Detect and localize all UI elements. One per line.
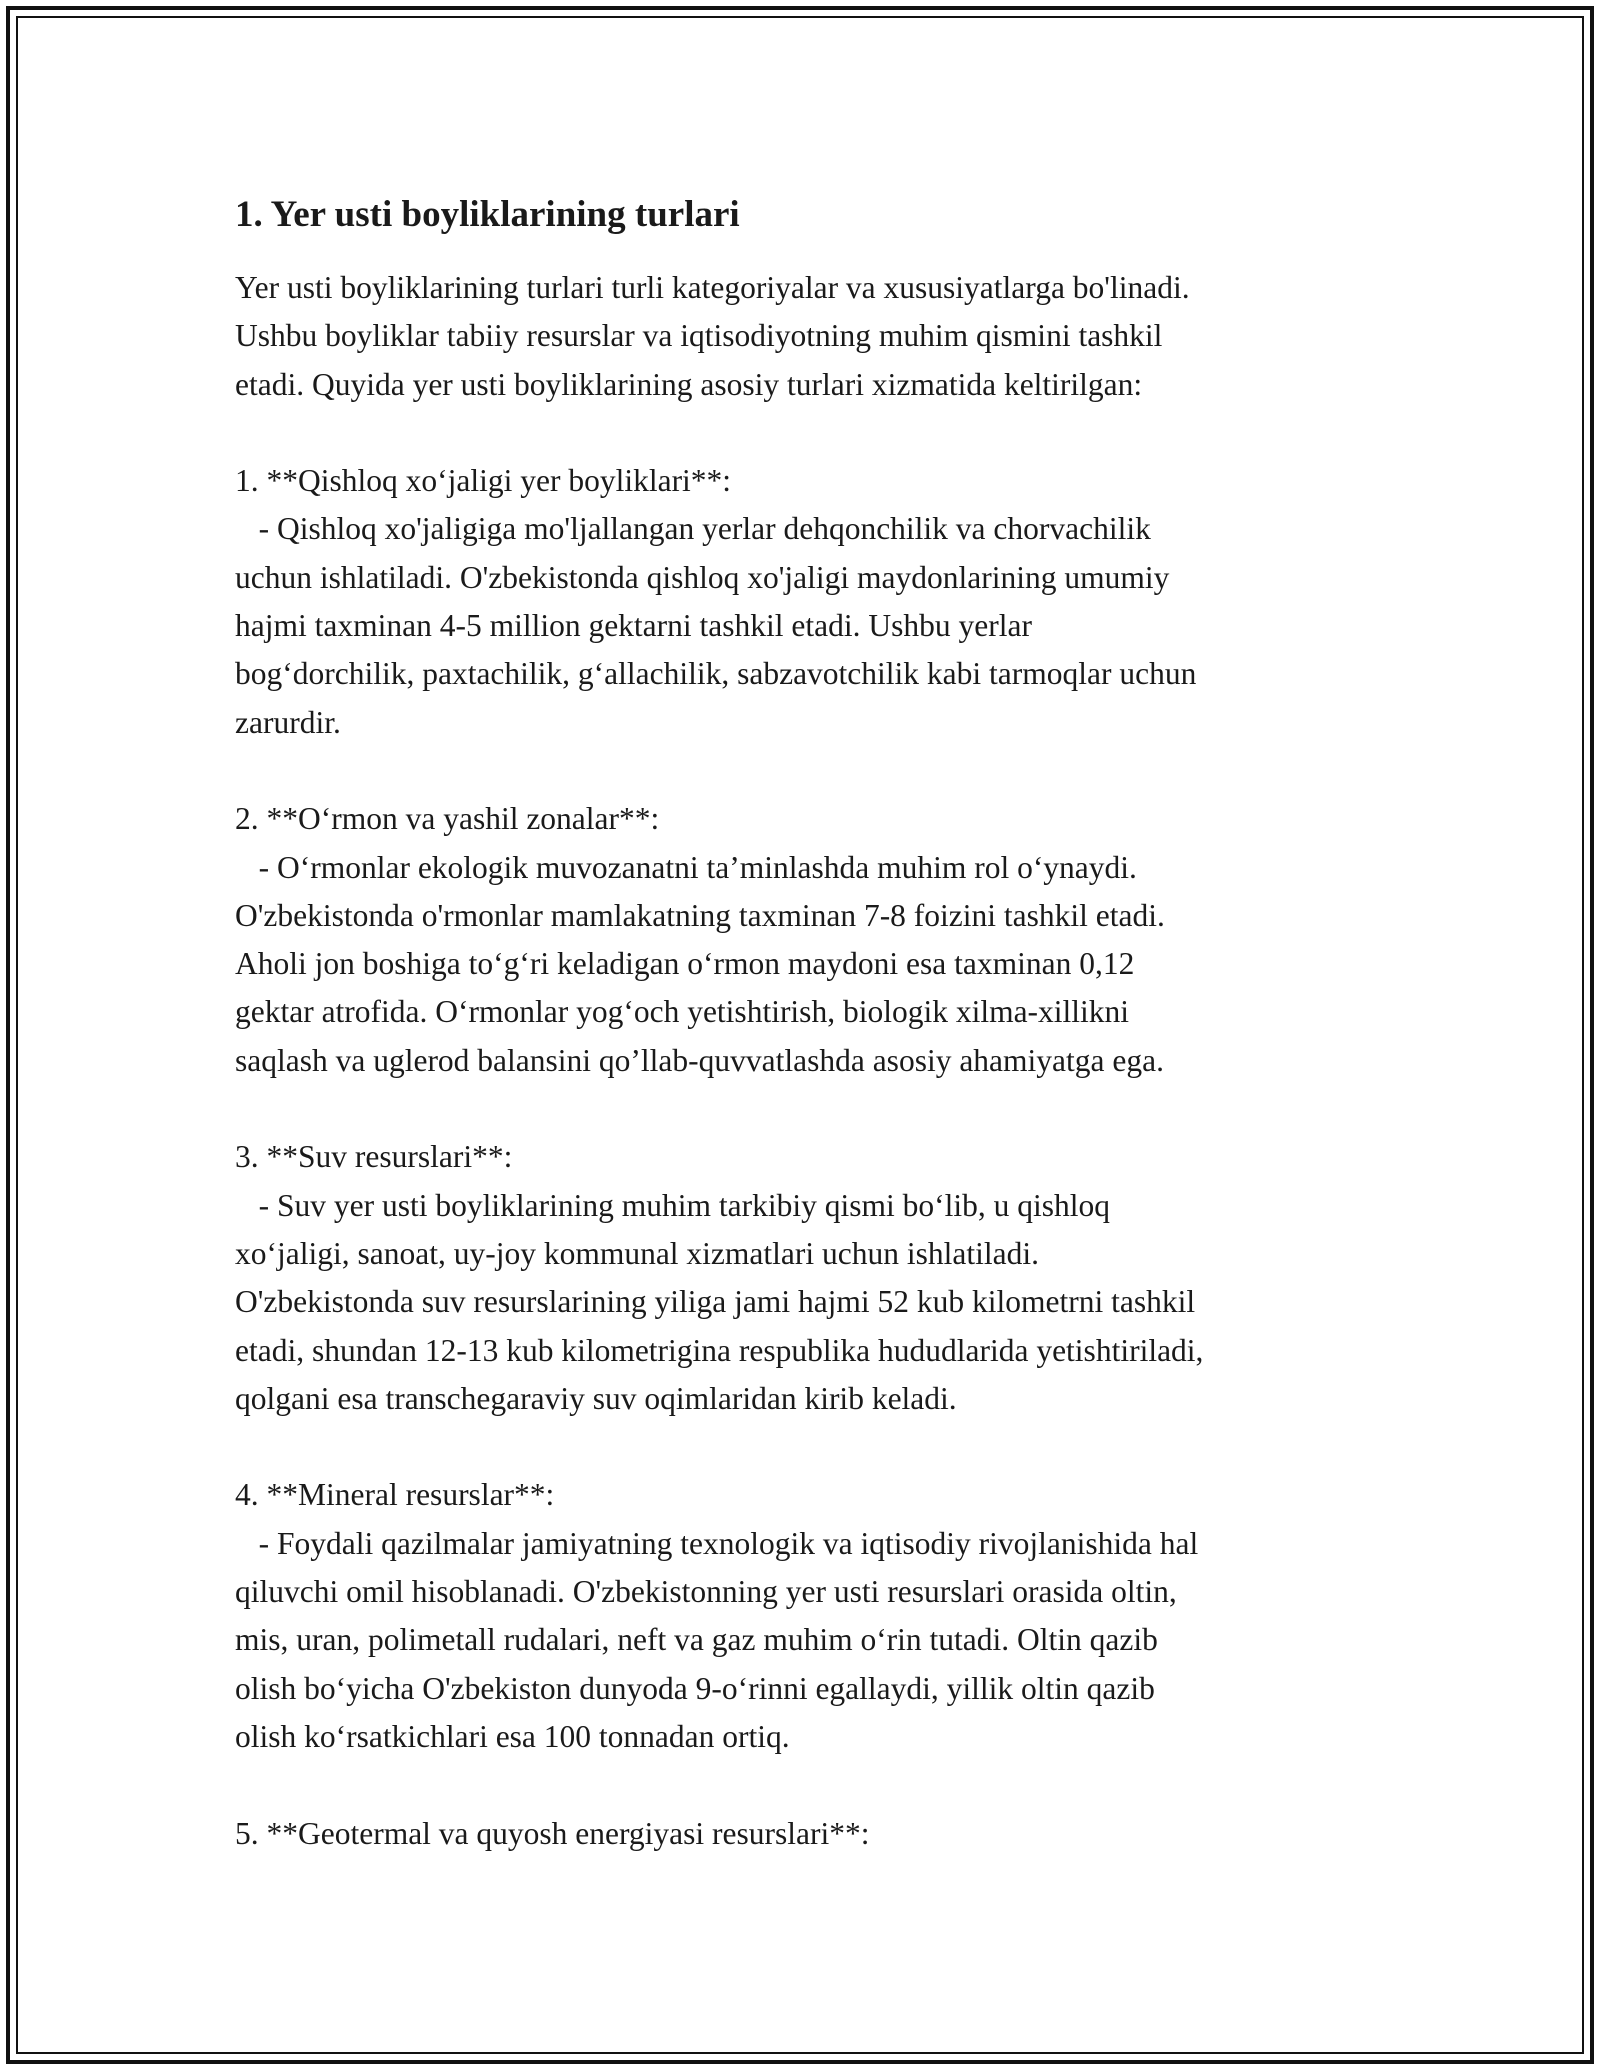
section-line: - O‘rmonlar ekologik muvozanatni ta’minlashda muhim rol o‘ynaydi. — [235, 849, 1137, 885]
section-line: qiluvchi omil hisoblanadi. O'zbekistonning yer usti resurslari orasida oltin, — [235, 1574, 1177, 1610]
section-line: - Foydali qazilmalar jamiyatning texnologik va iqtisodiy rivojlanishida hal — [235, 1525, 1199, 1561]
section-line: - Suv yer usti boyliklarining muhim tarkibiy qismi bo‘lib, u qishloq — [235, 1187, 1110, 1223]
section-minerals — [235, 1471, 1385, 1761]
document-body — [235, 186, 1385, 1858]
section-line: etadi, shundan 12-13 kub kilometrigina respublika hududlarida yetishtiriladi, — [235, 1332, 1204, 1368]
paragraph-gap — [235, 1085, 1385, 1133]
paragraph-gap — [235, 747, 1385, 795]
paragraph-gap — [235, 1423, 1385, 1471]
section-line: Aholi jon boshiga to‘g‘ri keladigan o‘rmon maydoni esa taxminan 0,12 — [235, 946, 1135, 982]
intro-line: Yer usti boyliklarining turlari turli kategoriyalar va xususiyatlarga bo'linadi. — [235, 270, 1190, 305]
intro-paragraph — [235, 264, 1385, 409]
intro-line: Ushbu boyliklar tabiiy resurslar va iqtisodiyotning muhim qismini tashkil — [235, 318, 1163, 354]
section-geothermal-solar — [235, 1810, 1385, 1858]
section-line: - Qishloq xo'jaligiga mo'ljallangan yerlar dehqonchilik va chorvachilik — [235, 511, 1151, 547]
section-line: bog‘dorchilik, paxtachilik, g‘allachilik, sabzavotchilik kabi tarmoqlar uchun — [235, 656, 1197, 692]
section-line: qolgani esa transchegaraviy suv oqimlaridan kirib keladi. — [235, 1380, 957, 1416]
section-line: uchun ishlatiladi. O'zbekistonda qishloq xo'jaligi maydonlarining umumiy — [235, 559, 1170, 595]
section-heading: 2. **O‘rmon va yashil zonalar**: — [235, 801, 660, 837]
paragraph-gap — [235, 409, 1385, 457]
section-line: gektar atrofida. O‘rmonlar yog‘och yetishtirish, biologik xilma-xillikni — [235, 994, 1130, 1030]
section-heading: 5. **Geotermal va quyosh energiyasi resurslari**: — [235, 1815, 870, 1851]
section-line: saqlash va uglerod balansini qo’llab-quvvatlashda asosiy ahamiyatga ega. — [235, 1042, 1164, 1078]
section-line: mis, uran, polimetall rudalari, neft va gaz muhim o‘rin tutadi. Oltin qazib — [235, 1622, 1158, 1658]
section-line: olish bo‘yicha O'zbekiston dunyoda 9-o‘rinni egallaydi, yillik oltin qazib — [235, 1670, 1155, 1706]
section-line: zarurdir. — [235, 704, 341, 740]
section-line: hajmi taxminan 4-5 million gektarni tashkil etadi. Ushbu yerlar — [235, 608, 1032, 644]
section-heading: 1. **Qishloq xo‘jaligi yer boyliklari**: — [235, 463, 732, 499]
section-line: O'zbekistonda suv resurslarining yiliga jami hajmi 52 kub kilometrni tashkil — [235, 1284, 1196, 1320]
section-forests — [235, 795, 1385, 1085]
section-line: olish ko‘rsatkichlari esa 100 tonnadan ortiq. — [235, 1718, 790, 1754]
section-heading: 3. **Suv resurslari**: — [235, 1139, 513, 1175]
paragraph-gap — [235, 1761, 1385, 1809]
section-water — [235, 1133, 1385, 1423]
section-agriculture — [235, 457, 1385, 747]
section-line: xo‘jaligi, sanoat, uy-joy kommunal xizmatlari uchun ishlatiladi. — [235, 1235, 1039, 1271]
intro-line: etadi. Quyida yer usti boyliklarining asosiy turlari xizmatida keltirilgan: — [235, 366, 1143, 402]
document-title: 1. Yer usti boyliklarining turlari — [235, 194, 740, 235]
section-heading: 4. **Mineral resurslar**: — [235, 1477, 555, 1513]
section-line: O'zbekistonda o'rmonlar mamlakatning taxminan 7-8 foizini tashkil etadi. — [235, 897, 1165, 933]
